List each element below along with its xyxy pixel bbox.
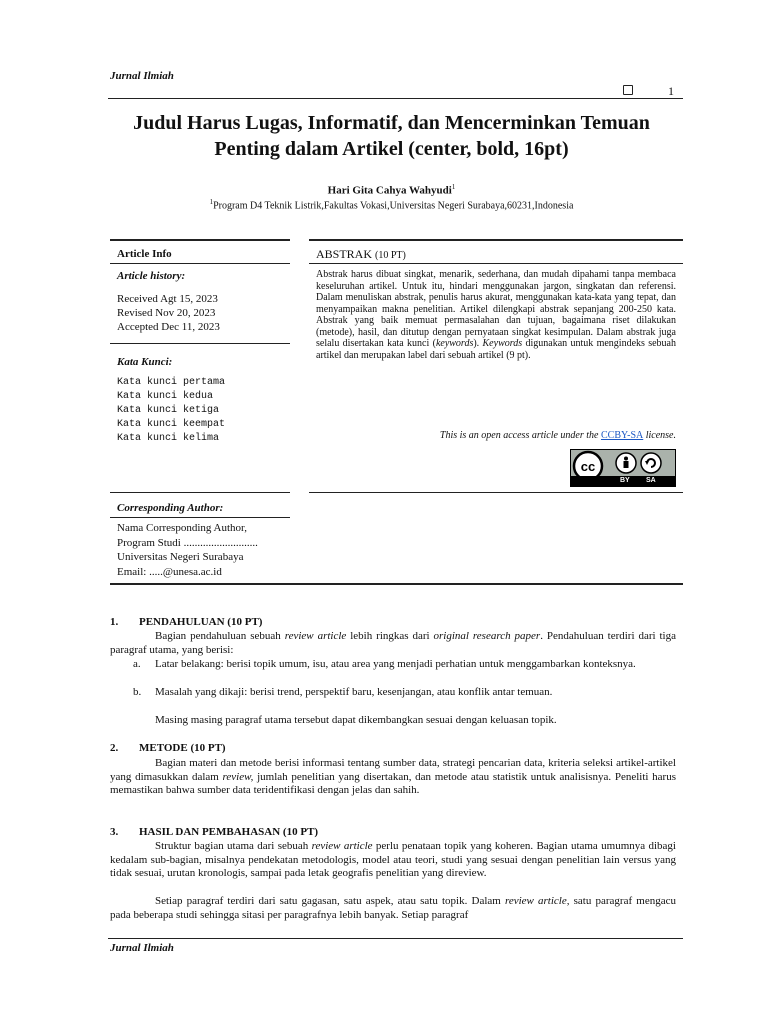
section-1-paragraph-2: Masing masing paragraf utama tersebut dapat dikembangkan sesuai dengan keluasan topik. bbox=[155, 714, 557, 726]
open-access-notice bbox=[316, 430, 676, 441]
page-box-icon bbox=[623, 85, 633, 95]
list-marker-a: a. bbox=[133, 658, 141, 670]
header-divider bbox=[108, 98, 683, 99]
article-history-list bbox=[117, 292, 220, 334]
journal-footer-title: Jurnal Ilmiah bbox=[110, 942, 174, 954]
abstract-top-rule bbox=[309, 239, 683, 241]
history-received: Received Agt 15, 2023 bbox=[117, 293, 218, 305]
abstract-heading-text: ABSTRAK bbox=[316, 247, 373, 261]
history-accepted: Accepted Dec 11, 2023 bbox=[117, 321, 220, 333]
italic-term: original research paper bbox=[433, 630, 541, 642]
affiliation bbox=[110, 198, 673, 211]
text-run: Bagian materi dan metode berisi informasi tentang sumber data, strategi pencarian data, kriteria seleksi artikel-artikel yang dimasukkan dalam bbox=[110, 757, 676, 783]
article-info-sub-rule bbox=[110, 263, 290, 264]
abstract-body bbox=[316, 269, 676, 361]
history-revised: Revised Nov 20, 2023 bbox=[117, 307, 216, 319]
keyword-item: Kata kunci ketiga bbox=[117, 405, 220, 416]
italic-term: review article bbox=[311, 840, 373, 852]
abstract-sub-rule bbox=[309, 263, 683, 264]
corresponding-university: Universitas Negeri Surabaya bbox=[117, 551, 244, 563]
history-divider bbox=[110, 343, 290, 344]
list-item-b: Masalah yang dikaji: berisi trend, perspektif baru, kesenjangan, atau konflik antar temuan. bbox=[155, 686, 553, 698]
ccbysa-license-link[interactable]: CCBY-SA bbox=[600, 430, 644, 441]
text-run: Struktur bagian utama dari sebuah bbox=[155, 840, 312, 852]
open-access-text: license. bbox=[643, 430, 676, 441]
italic-term: review, bbox=[222, 770, 254, 783]
author-name bbox=[110, 183, 673, 197]
page-number: 1 bbox=[668, 84, 674, 98]
abstract-text-part: digunakan untuk mengindeks sebuah artikel dan merupakan label dari sebuah artikel (9 pt). bbox=[316, 338, 676, 361]
corresponding-details bbox=[117, 521, 258, 579]
section-2-title: METODE (10 PT) bbox=[139, 742, 226, 754]
footer-divider bbox=[108, 938, 683, 939]
section-1-title: PENDAHULUAN (10 PT) bbox=[139, 616, 263, 628]
author-name-text: Hari Gita Cahya Wahyudi bbox=[327, 184, 452, 197]
italic-term: review article, bbox=[504, 895, 570, 907]
title-line-1: Judul Harus Lugas, Informatif, dan Mencerminkan Temuan bbox=[133, 112, 650, 134]
abstract-text-part: ). bbox=[473, 338, 483, 349]
section-3-number: 3. bbox=[110, 826, 119, 838]
abstract-keywords-term: Keywords bbox=[482, 338, 523, 349]
text-run: . Pendahuluan terdiri dari tiga paragraf utama, yang berisi: bbox=[110, 630, 676, 656]
section-1-number: 1. bbox=[110, 616, 119, 628]
affiliation-text: Program D4 Teknik Listrik,Fakultas Vokasi,Universitas Negeri Surabaya,60231,Indonesia bbox=[213, 200, 574, 212]
corresponding-name: Nama Corresponding Author, bbox=[117, 522, 248, 534]
section-3-paragraph-1 bbox=[110, 840, 676, 881]
list-marker-b: b. bbox=[133, 686, 142, 698]
text-run: lebih ringkas dari bbox=[346, 630, 434, 642]
corresponding-program: Program Studi ........................... bbox=[117, 536, 258, 549]
text-run: satu paragraf mengacu pada beberapa studi sehingga sitasi per paragrafnya lebih banyak. Setiap paragraf bbox=[110, 895, 676, 921]
cc-by-label: BY bbox=[620, 477, 630, 484]
article-info-top-rule bbox=[110, 239, 290, 241]
text-run: jumlah penelitian yang disertakan, dan metode atau statistik untuk analisisnya. Peneliti harus memastikan bahwa sumber data teridentifikasi dengan jelas dan sahih. bbox=[110, 770, 676, 796]
article-info-heading: Article Info bbox=[117, 248, 172, 260]
svg-text:cc: cc bbox=[580, 459, 596, 474]
corresponding-heading: Corresponding Author: bbox=[117, 502, 224, 514]
section-2-number: 2. bbox=[110, 742, 119, 754]
article-history-heading: Article history: bbox=[117, 270, 186, 282]
text-run: Setiap paragraf terdiri dari satu gagasan, satu aspek, atau satu topik. Dalam bbox=[155, 895, 505, 907]
corresponding-sub-rule bbox=[110, 517, 290, 518]
section-3-title: HASIL DAN PEMBAHASAN (10 PT) bbox=[139, 826, 319, 838]
keywords-list bbox=[117, 376, 225, 446]
article-title bbox=[110, 110, 673, 162]
section-2-paragraph-1 bbox=[110, 757, 676, 798]
abstract-bottom-rule bbox=[309, 492, 683, 493]
abstract-heading-note: (10 PT) bbox=[375, 250, 406, 261]
section-3-paragraph-2 bbox=[110, 895, 676, 923]
text-run: perlu penataan topik yang koheren. Bagian utama umumnya dibagi kedalam sub-bagian, misalnya pendekatan metodologis, model atau teori, studi yang sesuai dengan penelitian lain versus yang tidak sesuai, urutan kronologis, sampai pada letak geografis penelitian yang direview. bbox=[110, 840, 676, 879]
keyword-item: Kata kunci kedua bbox=[117, 391, 214, 402]
abstract-keywords-term: keywords bbox=[435, 338, 474, 349]
title-line-2: Penting dalam Artikel (center, bold, 16pt) bbox=[214, 138, 569, 160]
keyword-item: Kata kunci kelima bbox=[117, 433, 220, 444]
front-matter-bottom-rule bbox=[110, 583, 683, 585]
abstract-text-part: Abstrak harus dibuat singkat, menarik, sederhana, dan mudah dipahami tanpa membaca keseluruhan artikel. Untuk itu, hindari menggunakan jargon, singkatan dan referensi. Dalam menuliskan abstrak, penulis harus akurat, menggunakan kata-kata yang tepat, dan menyampaikan makna penelitian. Artikel dilengkapi abstrak sepanjang 200-250 kata. Abstrak yang baik memuat permasalahan dan tujuan, bagaimana riset dilakukan (metode), hasil, dan ditutup dengan pernyataan singkat kesimpulan. Dalam abstrak juga selalu disertakan kata kunci ( bbox=[316, 269, 676, 349]
keyword-item: Kata kunci pertama bbox=[117, 377, 226, 388]
cc-sa-label: SA bbox=[646, 477, 656, 484]
corresponding-email: Email: .....@unesa.ac.id bbox=[117, 565, 222, 578]
keywords-heading: Kata Kunci: bbox=[117, 356, 173, 368]
journal-header-title: Jurnal Ilmiah bbox=[110, 70, 174, 82]
abstract-heading bbox=[316, 247, 406, 262]
keywords-divider bbox=[110, 492, 290, 493]
open-access-text: This is an open access article under the bbox=[439, 430, 601, 441]
keyword-item: Kata kunci keempat bbox=[117, 419, 226, 430]
author-superscript: 1 bbox=[451, 183, 456, 191]
section-1-paragraph-1 bbox=[110, 630, 676, 657]
affiliation-superscript: 1 bbox=[209, 198, 214, 206]
list-item-a: Latar belakang: berisi topik umum, isu, atau area yang menjadi perhatian untuk menggambarkan konteksnya. bbox=[155, 658, 636, 670]
text-run: Bagian pendahuluan sebuah bbox=[155, 630, 285, 642]
cc-by-sa-badge-icon[interactable] bbox=[570, 449, 676, 487]
italic-term: review article bbox=[284, 630, 347, 642]
